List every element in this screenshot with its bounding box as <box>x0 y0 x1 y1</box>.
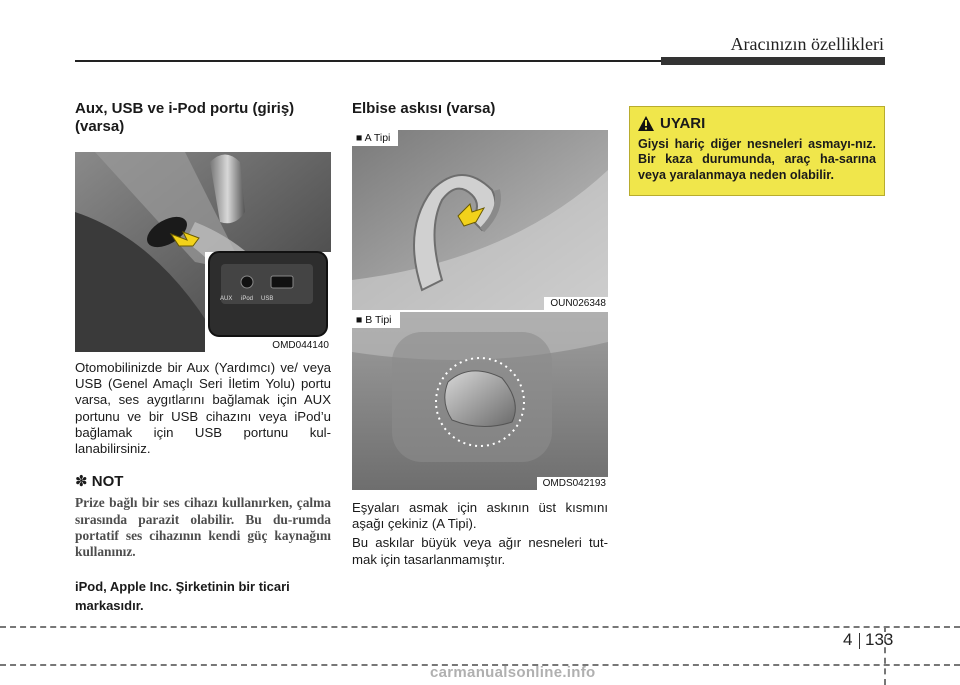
watermark: carmanualsonline.info <box>430 664 596 681</box>
warning-text: Giysi hariç diğer nesneleri asmayı-nız. Bir kaza durumunda, araç ha-sarına veya yaralanmaya neden olabilir. <box>638 137 876 182</box>
page-number-separator <box>859 633 860 649</box>
left-column <box>75 100 331 615</box>
chapter-number: 4 <box>843 630 853 649</box>
hanger-heading: Elbise askısı (varsa) <box>352 100 496 117</box>
hanger-a-illustration <box>352 130 608 310</box>
aux-usb-body: Otomobilinizde bir Aux (Yardımcı) ve/ veya USB (Genel Amaçlı Seri İletim Yolu) portu varsa, ses aygıtlarını bağlamak için AUX portunu ve bir USB cihazını veya iPod’u bağlamak için USB portunu kul-lanabilirsiniz. <box>75 360 331 457</box>
console-photo <box>75 152 331 352</box>
header-bar <box>661 57 885 65</box>
note-title: ✽ NOT <box>75 473 124 491</box>
port-label-aux: AUX <box>220 296 233 302</box>
trademark-text: iPod, Apple Inc. Şirketinin bir ticari markasıdır. <box>75 578 290 613</box>
header-rule <box>75 60 661 62</box>
footer-dashed-line-top <box>0 626 960 628</box>
middle-column <box>352 100 608 568</box>
hanger-b-illustration <box>352 312 608 490</box>
hanger-photo-a <box>352 130 608 310</box>
tag-type-b: ■ B Tipi <box>352 312 400 328</box>
photo-caption-left: OMD044140 <box>266 339 331 352</box>
warning-title: UYARI <box>660 115 706 132</box>
right-column <box>629 106 885 196</box>
warning-triangle-icon <box>638 116 654 131</box>
port-label-usb: USB <box>261 296 274 302</box>
console-illustration <box>75 152 331 352</box>
port-label-ipod: iPod <box>241 296 254 302</box>
hanger-body-2: Bu askılar büyük veya ağır nesneleri tut-mak için tasarlanmamıştır. <box>352 535 608 567</box>
hanger-body-1: Eşyaları asmak için askının üst kısmını aşağı çekiniz (A Tipi). <box>352 500 608 532</box>
photo-caption-b: OMDS042193 <box>537 477 608 490</box>
photo-caption-a: OUN026348 <box>544 297 608 310</box>
tag-type-a: ■ A Tipi <box>352 130 398 146</box>
hanger-photo-b <box>352 312 608 490</box>
note-text: Prize bağlı bir ses cihazı kullanırken, çalma sırasında parazit olabilir. Bu du-rumda portatif ses cihazının kendi güç kaynağını kullanınız. <box>75 495 331 560</box>
page-number: 133 <box>865 630 894 649</box>
warning-header <box>638 115 876 132</box>
warning-box <box>629 106 885 196</box>
header-title: Aracınızın özellikleri <box>730 34 884 54</box>
aux-usb-heading: Aux, USB ve i-Pod portu (giriş) (varsa) <box>75 100 295 135</box>
